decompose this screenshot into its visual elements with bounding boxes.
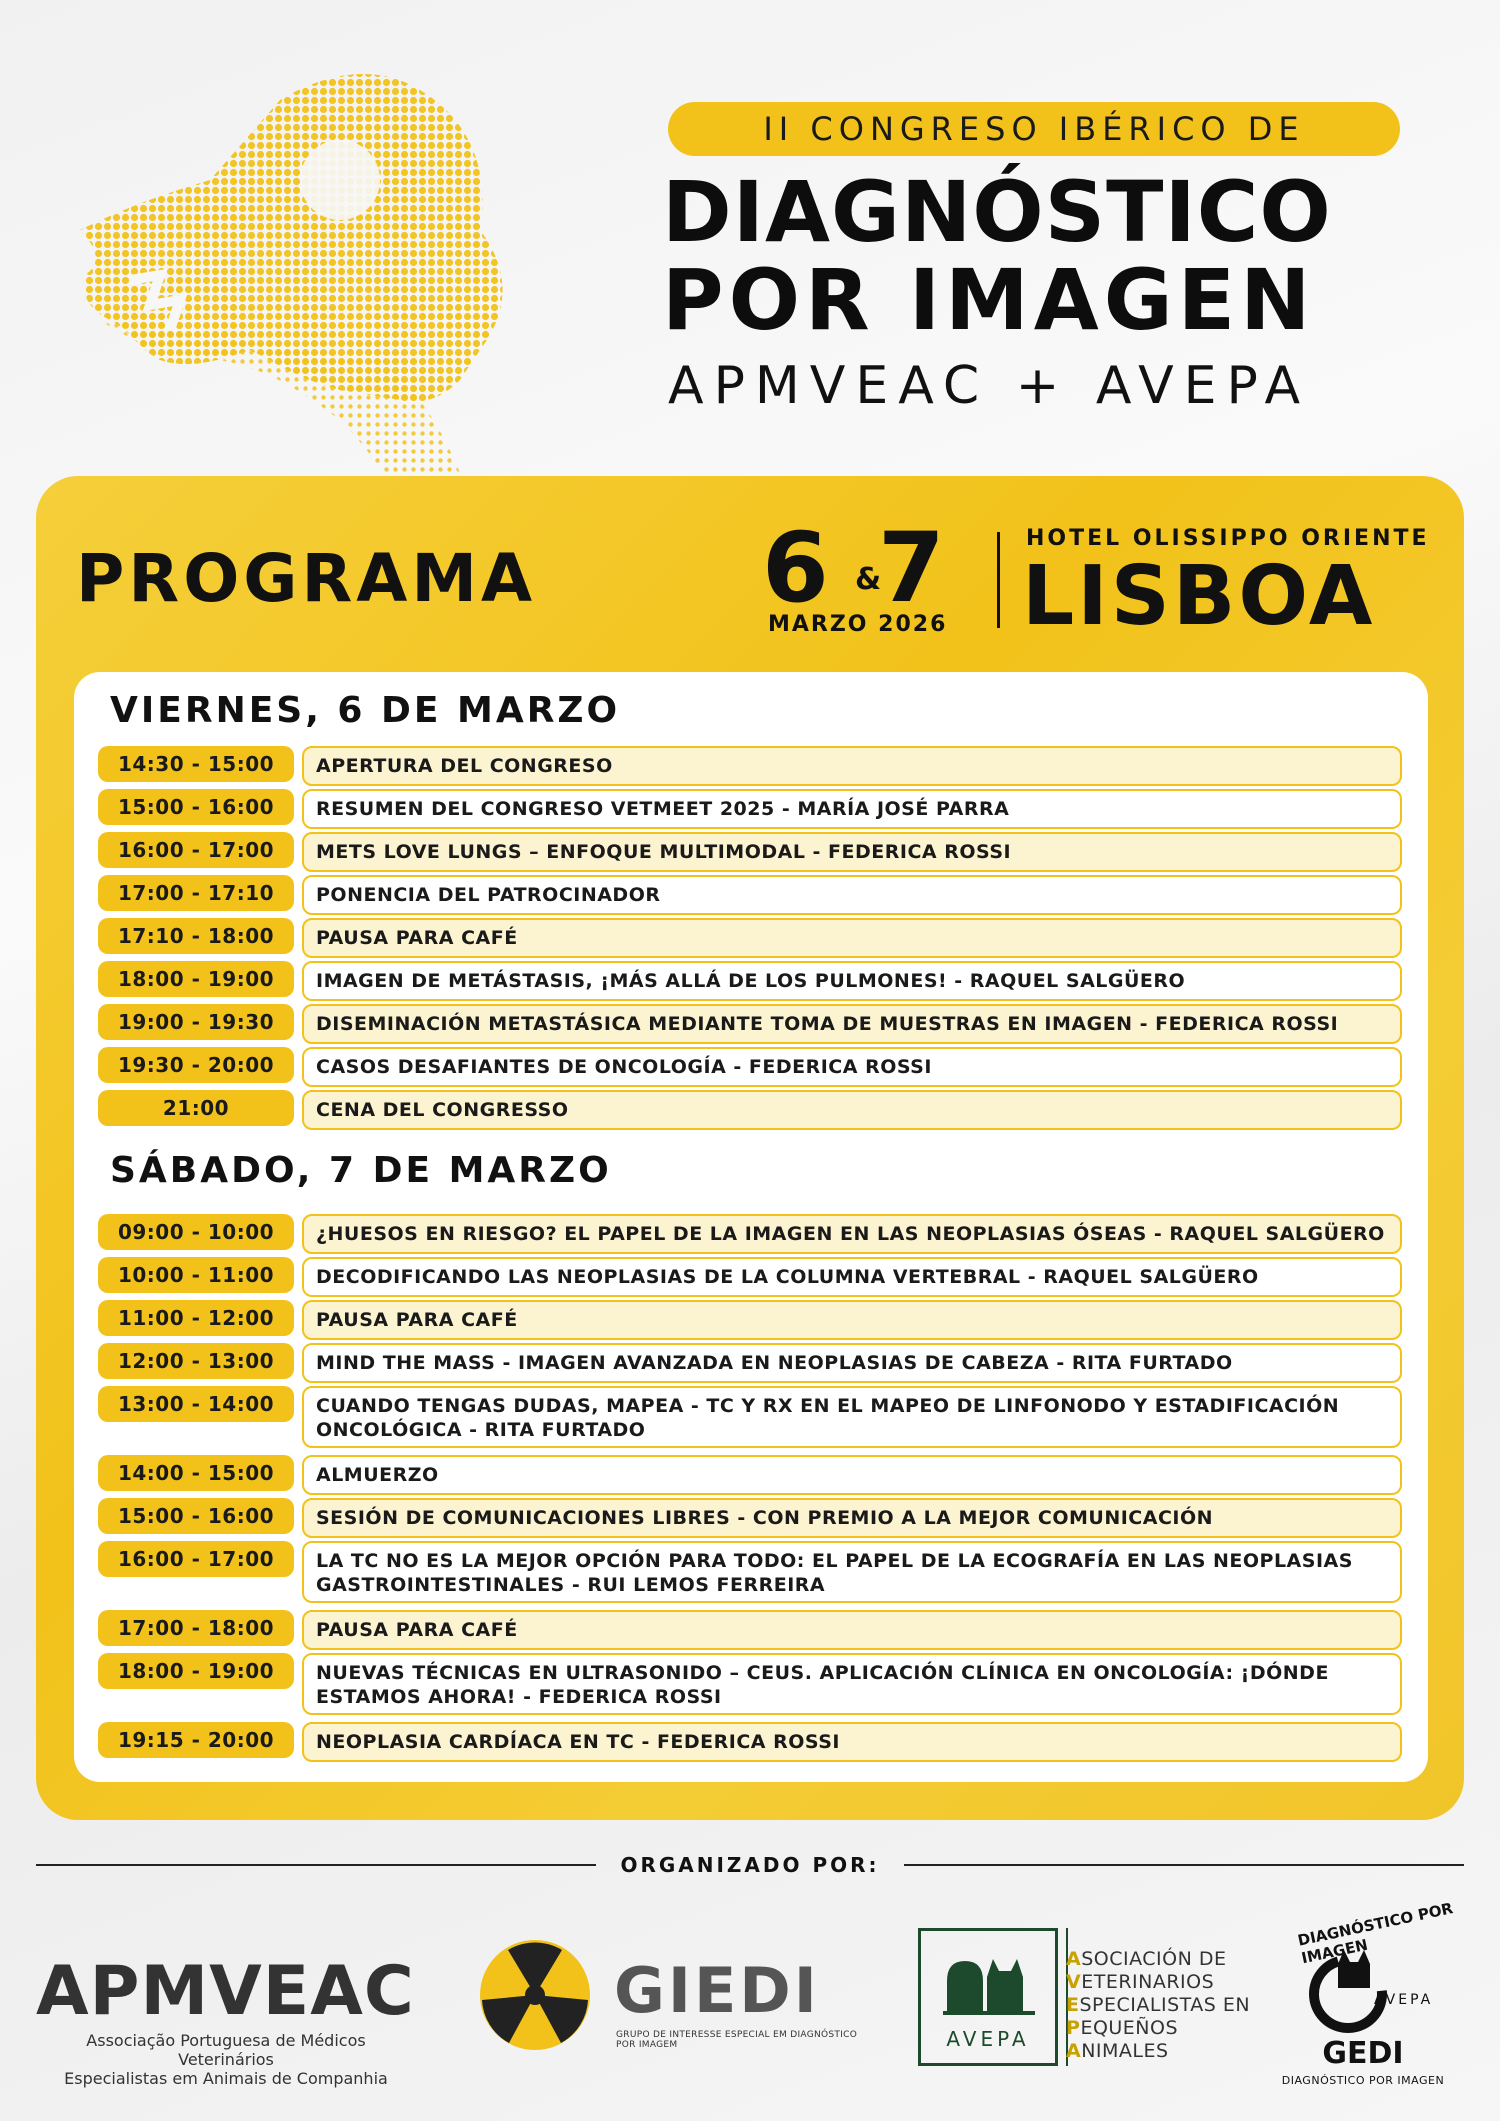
session-time: 19:30 - 20:00 (98, 1047, 294, 1083)
session-description: CUANDO TENGAS DUDAS, MAPEA - TC Y RX EN EL MAPEO DE LINFONODO Y ESTADIFICACIÓN ONCOLÓGICA - RITA FURTADO (302, 1386, 1402, 1448)
session-description: MIND THE MASS - IMAGEN AVANZADA EN NEOPLASIAS DE CABEZA - RITA FURTADO (302, 1343, 1402, 1383)
title-line-1: DIAGNÓSTICO (662, 163, 1332, 261)
session-time: 11:00 - 12:00 (98, 1300, 294, 1336)
session-description: DISEMINACIÓN METASTÁSICA MEDIANTE TOMA DE MUESTRAS EN IMAGEN - FEDERICA ROSSI (302, 1004, 1402, 1044)
session-time: 19:00 - 19:30 (98, 1004, 294, 1040)
session-description: METS LOVE LUNGS – ENFOQUE MULTIMODAL - FEDERICA ROSSI (302, 832, 1402, 872)
apmveac-logo-sub-1: Associação Portuguesa de Médicos Veterinários (86, 2031, 366, 2069)
session-time: 14:30 - 15:00 (98, 746, 294, 782)
session-time: 12:00 - 13:00 (98, 1343, 294, 1379)
session-description: RESUMEN DEL CONGRESO VETMEET 2025 - MARÍA JOSÉ PARRA (302, 789, 1402, 829)
session-time: 16:00 - 17:00 (98, 832, 294, 868)
apmveac-logo-sub-2: Especialistas em Animais de Companhia (64, 2069, 388, 2088)
session-description: ALMUERZO (302, 1455, 1402, 1495)
session-time: 17:00 - 18:00 (98, 1610, 294, 1646)
event-dates (762, 512, 962, 640)
date-day-1: 6 (762, 512, 829, 624)
title-line-2: POR IMAGEN (662, 251, 1316, 349)
session-time: 14:00 - 15:00 (98, 1455, 294, 1491)
avepa-logo (918, 1928, 1258, 2068)
session-description: IMAGEN DE METÁSTASIS, ¡MÁS ALLÁ DE LOS PULMONES! - RAQUEL SALGÜERO (302, 961, 1402, 1001)
session-time: 09:00 - 10:00 (98, 1214, 294, 1250)
congress-edition-pill (668, 102, 1400, 156)
header-divider (997, 532, 1000, 628)
giedi-logo (478, 1938, 858, 2058)
avepa-line: VETERINARIOS (1066, 1971, 1215, 1993)
avepa-full-name (1066, 1948, 1250, 2063)
session-description: ¿HUESOS EN RIESGO? EL PAPEL DE LA IMAGEN EN LAS NEOPLASIAS ÓSEAS - RAQUEL SALGÜERO (302, 1214, 1402, 1254)
session-description: DECODIFICANDO LAS NEOPLASIAS DE LA COLUMNA VERTEBRAL - RAQUEL SALGÜERO (302, 1257, 1402, 1297)
session-description: APERTURA DEL CONGRESO (302, 746, 1402, 786)
session-description: SESIÓN DE COMUNICACIONES LIBRES - CON PREMIO A LA MEJOR COMUNICACIÓN (302, 1498, 1402, 1538)
avepa-line: ANIMALES (1066, 2040, 1169, 2062)
organized-by-label: ORGANIZADO POR: (620, 1853, 880, 1877)
session-time: 18:00 - 19:00 (98, 961, 294, 997)
date-ampersand: & (855, 562, 882, 597)
date-month-year: MARZO 2026 (768, 612, 948, 637)
organizers-subtitle: APMVEAC + AVEPA (668, 356, 1311, 416)
session-time: 13:00 - 14:00 (98, 1386, 294, 1422)
session-time: 15:00 - 16:00 (98, 789, 294, 825)
saturday-heading: SÁBADO, 7 DE MARZO (110, 1150, 612, 1191)
gedi-emblem-icon (1308, 1944, 1408, 2034)
avepa-line: ESPECIALISTAS EN (1066, 1994, 1251, 2016)
apmveac-logo-name: APMVEAC (36, 1952, 415, 2031)
session-description: PAUSA PARA CAFÉ (302, 1300, 1402, 1340)
congress-edition-text: II CONGRESO IBÉRICO DE (763, 110, 1305, 148)
gedi-logo-sub: DIAGNÓSTICO POR IMAGEN (1281, 2074, 1445, 2087)
session-description: PONENCIA DEL PATROCINADOR (302, 875, 1402, 915)
city-name: LISBOA (1022, 549, 1376, 644)
session-time: 17:00 - 17:10 (98, 875, 294, 911)
gedi-logo-name: GEDI (1322, 2036, 1404, 2071)
apmveac-logo (36, 1952, 416, 2088)
session-time: 21:00 (98, 1090, 294, 1126)
session-time: 19:15 - 20:00 (98, 1722, 294, 1758)
programa-heading: PROGRAMA (76, 540, 537, 617)
session-description: CENA DEL CONGRESSO (302, 1090, 1402, 1130)
giedi-logo-name: GIEDI (614, 1954, 820, 2027)
giedi-logo-sub: GRUPO DE INTERESSE ESPECIAL EM DIAGNÓSTICO POR IMAGEM (616, 2030, 858, 2050)
hotel-name: HOTEL OLISSIPPO ORIENTE (1026, 526, 1430, 551)
animals-silhouette-icon (943, 1951, 1035, 2015)
session-description: NEOPLASIA CARDÍACA EN TC - FEDERICA ROSSI (302, 1722, 1402, 1762)
session-time: 18:00 - 19:00 (98, 1653, 294, 1689)
session-time: 10:00 - 11:00 (98, 1257, 294, 1293)
avepa-logo-frame (918, 1928, 1058, 2066)
radiation-icon (478, 1938, 593, 2053)
session-time: 16:00 - 17:00 (98, 1541, 294, 1577)
gedi-logo-top: DIAGNÓSTICO POR IMAGEN (1296, 1899, 1455, 1968)
friday-heading: VIERNES, 6 DE MARZO (110, 690, 621, 731)
congress-title (662, 163, 1402, 349)
session-description: CASOS DESAFIANTES DE ONCOLOGÍA - FEDERICA ROSSI (302, 1047, 1402, 1087)
avepa-logo-mark: AVEPA (946, 2027, 1030, 2051)
session-description: PAUSA PARA CAFÉ (302, 1610, 1402, 1650)
session-description: PAUSA PARA CAFÉ (302, 918, 1402, 958)
gedi-logo-avepa: AVEPA (1374, 1992, 1434, 2008)
session-description: LA TC NO ES LA MEJOR OPCIÓN PARA TODO: EL PAPEL DE LA ECOGRAFÍA EN LAS NEOPLASIAS GASTROINTESTINALES - RUI LEMOS FERREIRA (302, 1541, 1402, 1603)
session-description: NUEVAS TÉCNICAS EN ULTRASONIDO – CEUS. APLICACIÓN CLÍNICA EN ONCOLOGÍA: ¡DÓNDE ESTAMOS AHORA! - FEDERICA ROSSI (302, 1653, 1402, 1715)
avepa-line: ASOCIACIÓN DE (1066, 1948, 1227, 1970)
date-day-2: 7 (878, 512, 945, 624)
session-time: 17:10 - 18:00 (98, 918, 294, 954)
avepa-line: PEQUEÑOS (1066, 2017, 1179, 2039)
gedi-logo (1278, 1900, 1468, 2090)
session-time: 15:00 - 16:00 (98, 1498, 294, 1534)
